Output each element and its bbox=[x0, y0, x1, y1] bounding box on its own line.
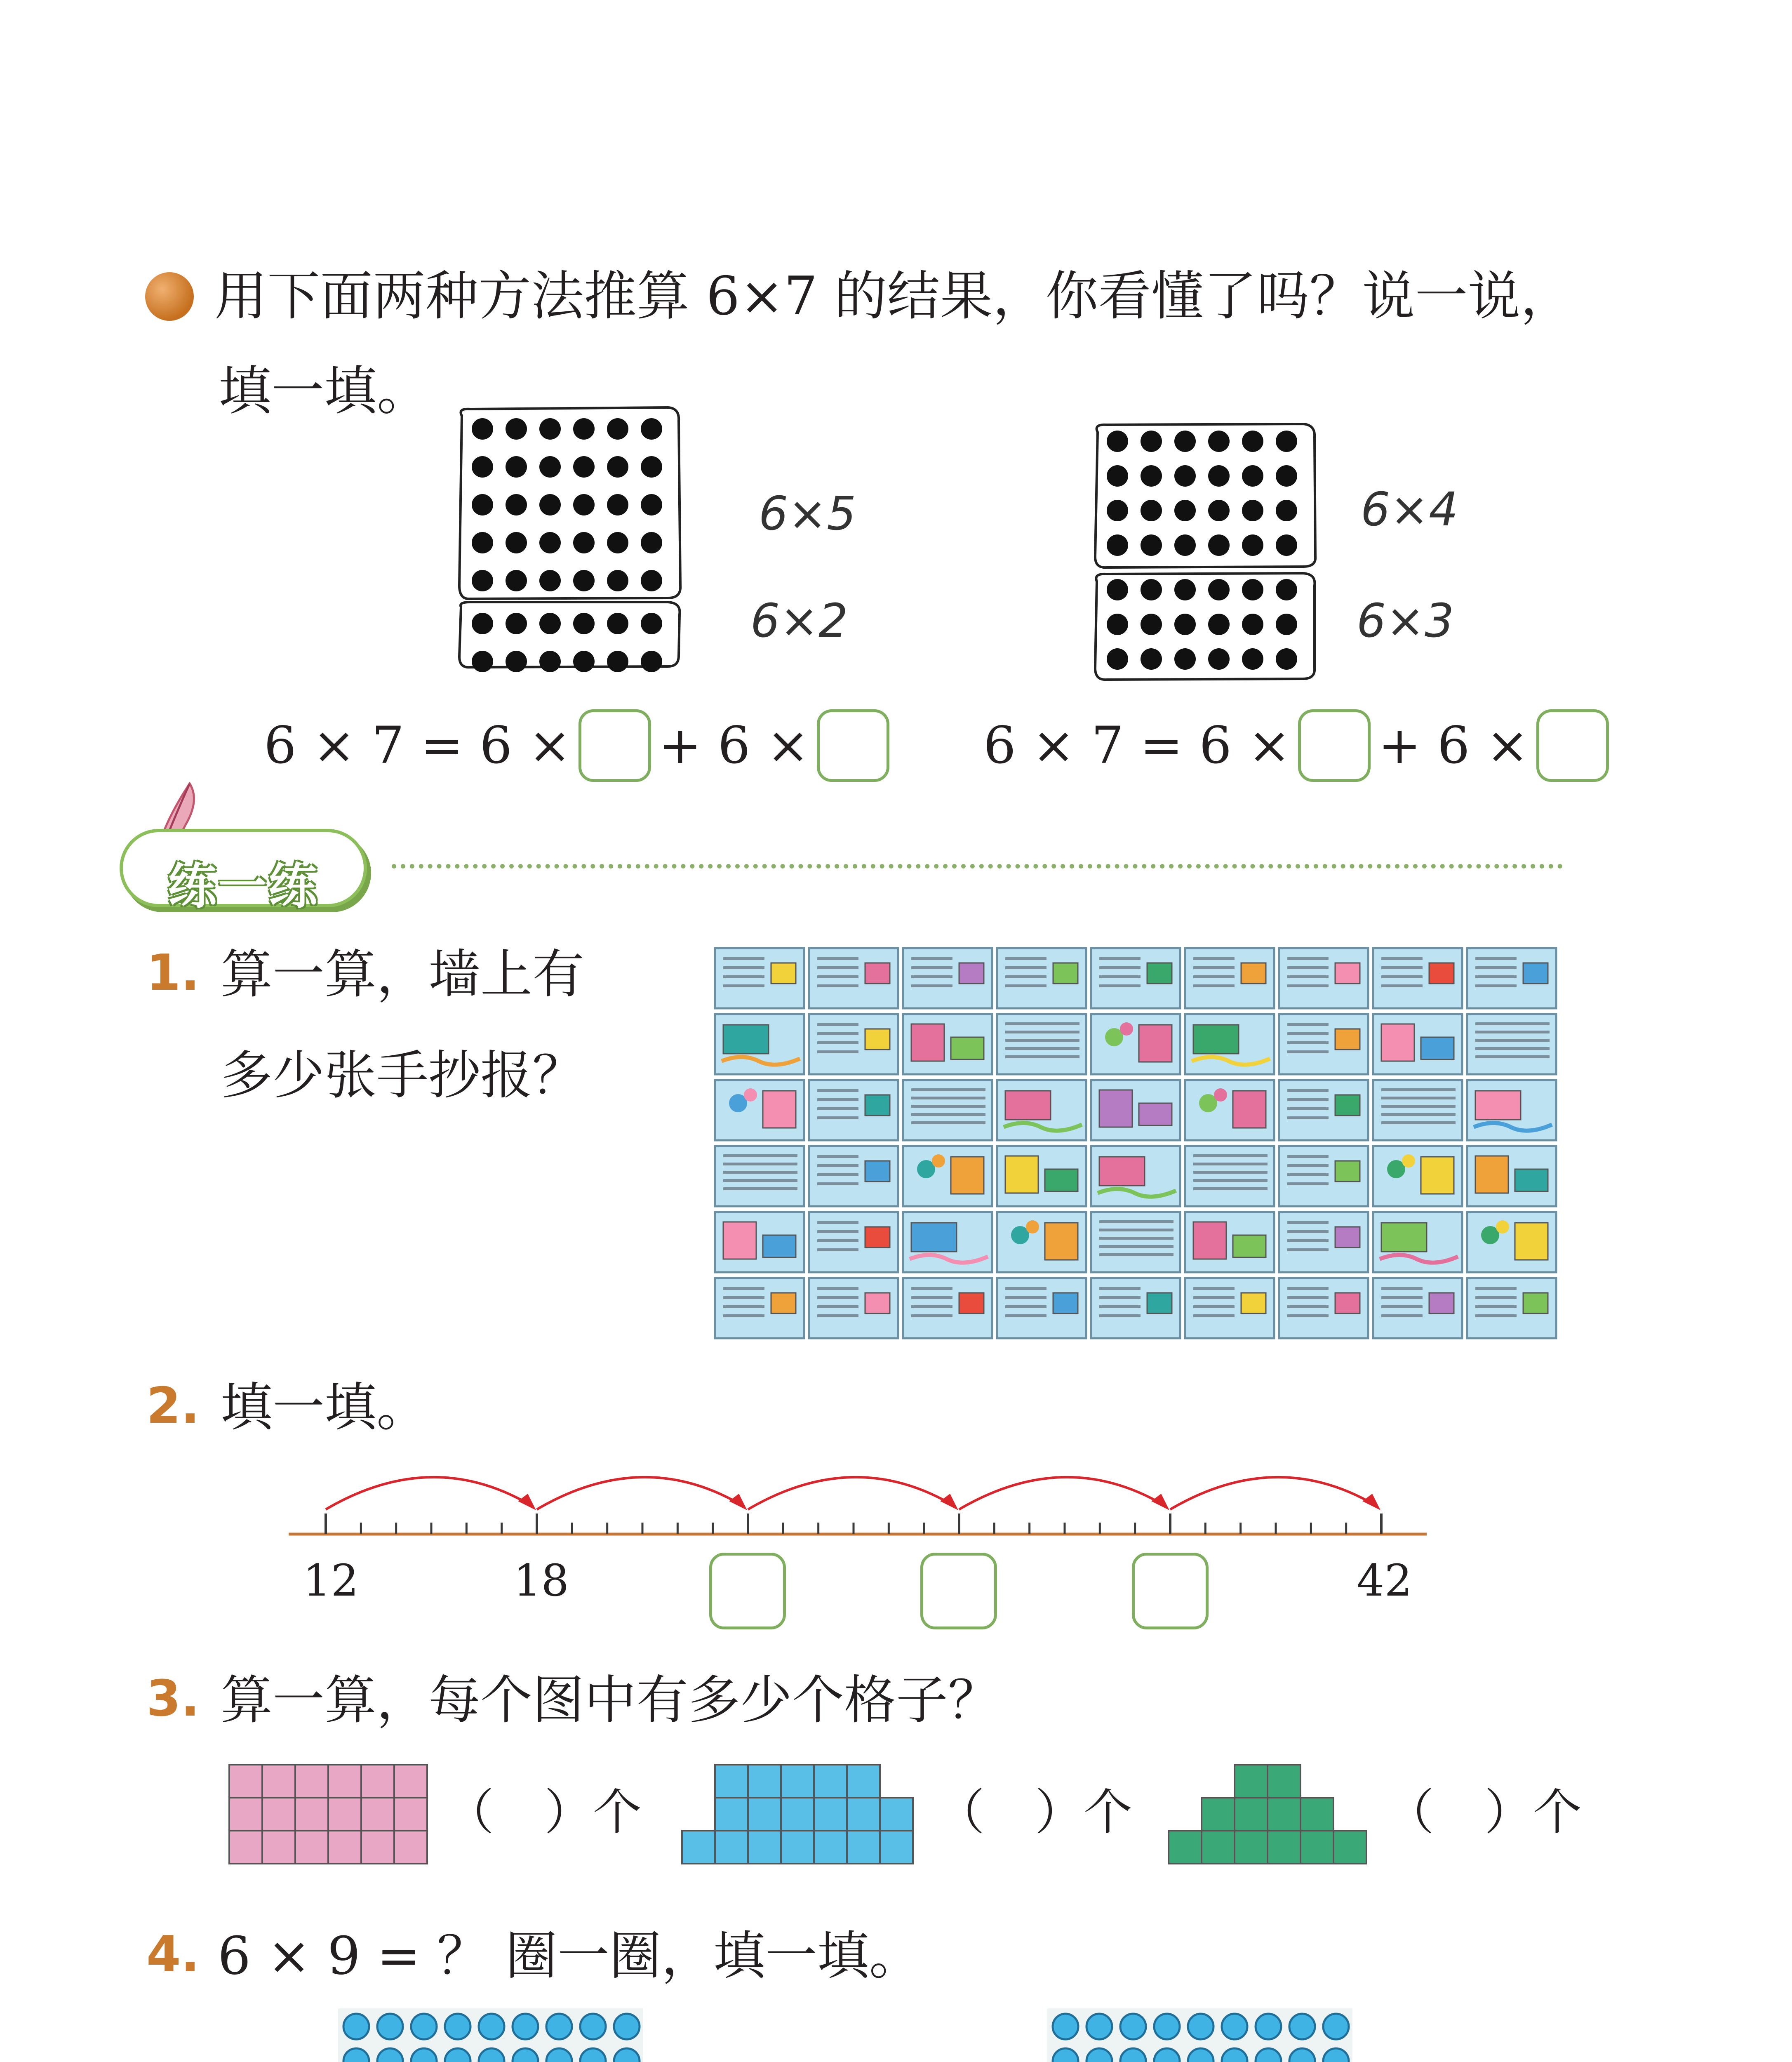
dot bbox=[506, 613, 527, 634]
poster bbox=[1185, 1014, 1274, 1074]
dot bbox=[1242, 648, 1263, 670]
q3-answer-close: ）个 bbox=[544, 1784, 642, 1841]
grid-cell bbox=[847, 1765, 880, 1798]
dot bbox=[506, 456, 527, 478]
q1-line1: 算一算，墙上有 bbox=[221, 944, 584, 1005]
blue-dot-array-b[interactable] bbox=[1047, 2008, 1361, 2062]
poster bbox=[1091, 948, 1180, 1008]
dot bbox=[1222, 2014, 1247, 2039]
dot bbox=[607, 456, 628, 478]
dot bbox=[1242, 614, 1263, 635]
poster bbox=[809, 1212, 898, 1272]
grid-cell bbox=[781, 1831, 814, 1864]
equation-6x7-b bbox=[983, 709, 1609, 782]
poster bbox=[809, 1014, 898, 1074]
dot bbox=[1276, 500, 1297, 521]
dot bbox=[580, 2014, 606, 2039]
grid-cell bbox=[262, 1765, 295, 1798]
poster bbox=[809, 1146, 898, 1206]
poster bbox=[809, 1278, 898, 1338]
blue-dot-array-a[interactable] bbox=[338, 2008, 651, 2062]
answer-box[interactable] bbox=[1536, 709, 1609, 782]
grid-cell bbox=[748, 1765, 781, 1798]
q3-answer-close: ）个 bbox=[1035, 1784, 1133, 1841]
dot bbox=[506, 570, 527, 591]
jump-arc bbox=[748, 1477, 952, 1509]
poster bbox=[1185, 1146, 1274, 1206]
dot bbox=[1174, 579, 1196, 600]
dot bbox=[1276, 431, 1297, 452]
poster bbox=[715, 1080, 804, 1140]
jump-arrowhead bbox=[940, 1494, 958, 1510]
dot bbox=[513, 2014, 538, 2039]
q4-number: 4. bbox=[146, 1926, 200, 1983]
grid-figure-blue bbox=[680, 1763, 915, 1866]
intro-instruction-line2: 填一填。 bbox=[219, 360, 430, 422]
dot bbox=[607, 532, 628, 553]
dot bbox=[1289, 2014, 1315, 2039]
grid-cell bbox=[262, 1798, 295, 1831]
number-line bbox=[285, 1460, 1431, 1542]
dot bbox=[1188, 2014, 1213, 2039]
dot bbox=[506, 494, 527, 516]
dot bbox=[1174, 500, 1196, 521]
dot bbox=[1107, 534, 1128, 556]
grid-cell bbox=[715, 1798, 748, 1831]
grid-cell bbox=[394, 1765, 427, 1798]
grid-cell bbox=[682, 1831, 715, 1864]
dot bbox=[573, 613, 595, 634]
grid-cell bbox=[880, 1831, 913, 1864]
dot bbox=[607, 494, 628, 516]
number-line-label-42: 42 bbox=[1357, 1555, 1412, 1606]
dot bbox=[607, 418, 628, 440]
poster bbox=[1279, 1080, 1368, 1140]
equation-left: 6 × 7 = 6 × bbox=[264, 716, 571, 775]
poster bbox=[1373, 1080, 1462, 1140]
grid-cell bbox=[295, 1765, 328, 1798]
poster bbox=[1091, 1278, 1180, 1338]
dot bbox=[506, 651, 527, 672]
dot bbox=[506, 532, 527, 553]
dot bbox=[1242, 534, 1263, 556]
grid-figure-pink bbox=[228, 1763, 430, 1866]
grid-cell bbox=[1235, 1831, 1268, 1864]
jump-arrowhead bbox=[729, 1494, 747, 1510]
dot bbox=[607, 570, 628, 591]
poster bbox=[903, 1080, 992, 1140]
poster bbox=[997, 1278, 1086, 1338]
q3-answer-close: ）个 bbox=[1484, 1784, 1582, 1841]
grid-cell bbox=[781, 1798, 814, 1831]
dot bbox=[1276, 648, 1297, 670]
dot bbox=[1141, 431, 1162, 452]
poster bbox=[903, 1014, 992, 1074]
dot bbox=[1141, 534, 1162, 556]
dot bbox=[472, 494, 493, 516]
poster-wall bbox=[713, 946, 1563, 1342]
grid-cell bbox=[1268, 1798, 1300, 1831]
dot bbox=[472, 651, 493, 672]
dot bbox=[1242, 500, 1263, 521]
poster bbox=[1185, 1212, 1274, 1272]
q3-answer-open: （ bbox=[936, 1784, 985, 1841]
dot bbox=[1174, 614, 1196, 635]
answer-box[interactable] bbox=[817, 709, 889, 782]
grid-cell bbox=[1202, 1831, 1235, 1864]
q3-answer-open: （ bbox=[1385, 1784, 1435, 1841]
answer-box[interactable] bbox=[579, 709, 651, 782]
label-6x2: 6×2 bbox=[750, 594, 848, 648]
poster bbox=[1373, 1278, 1462, 1338]
dot bbox=[573, 418, 595, 440]
dot bbox=[1276, 534, 1297, 556]
grid-cell bbox=[748, 1798, 781, 1831]
grid-cell bbox=[328, 1798, 361, 1831]
grid-cell bbox=[814, 1831, 847, 1864]
poster bbox=[715, 948, 804, 1008]
grid-cell bbox=[295, 1798, 328, 1831]
dot bbox=[641, 456, 662, 478]
dot bbox=[1208, 614, 1230, 635]
grid-cell bbox=[814, 1798, 847, 1831]
poster bbox=[903, 948, 992, 1008]
dot bbox=[1276, 614, 1297, 635]
dot bbox=[1208, 431, 1230, 452]
jump-arrowhead bbox=[1362, 1494, 1380, 1510]
dot bbox=[472, 456, 493, 478]
dot bbox=[641, 418, 662, 440]
equation-plus: + 6 × bbox=[1378, 716, 1529, 775]
dot bbox=[607, 651, 628, 672]
dot bbox=[1107, 579, 1128, 600]
grid-cell bbox=[1235, 1765, 1268, 1798]
dot bbox=[472, 532, 493, 553]
poster bbox=[997, 948, 1086, 1008]
poster bbox=[997, 1146, 1086, 1206]
poster bbox=[715, 1014, 804, 1074]
dot bbox=[573, 532, 595, 553]
q4-text: 6 × 9 = ？ 圈一圈，填一填。 bbox=[218, 1925, 921, 1986]
poster bbox=[1467, 1080, 1556, 1140]
poster bbox=[1185, 948, 1274, 1008]
poster bbox=[1467, 948, 1556, 1008]
poster bbox=[809, 1080, 898, 1140]
dot bbox=[472, 613, 493, 634]
section-divider bbox=[392, 864, 1563, 869]
q2-number: 2. bbox=[146, 1377, 200, 1435]
number-line-answer-box-1[interactable] bbox=[709, 1553, 786, 1629]
poster bbox=[1467, 1014, 1556, 1074]
grid-cell bbox=[847, 1831, 880, 1864]
grid-cell bbox=[1300, 1798, 1333, 1831]
dot bbox=[1242, 465, 1263, 487]
dot bbox=[1141, 500, 1162, 521]
grid-cell bbox=[1333, 1831, 1366, 1864]
grid-cell bbox=[814, 1765, 847, 1798]
dot bbox=[1208, 579, 1230, 600]
dot bbox=[539, 494, 561, 516]
poster bbox=[1373, 1146, 1462, 1206]
dot bbox=[1256, 2014, 1281, 2039]
poster bbox=[809, 948, 898, 1008]
dot bbox=[539, 418, 561, 440]
dot bbox=[472, 418, 493, 440]
q1-line2: 多少张手抄报？ bbox=[221, 1045, 584, 1106]
grid-cell bbox=[262, 1831, 295, 1864]
grid-cell bbox=[229, 1831, 262, 1864]
dot bbox=[1141, 614, 1162, 635]
q3-answer-blank-3[interactable] bbox=[1435, 1782, 1480, 1843]
label-6x4: 6×4 bbox=[1361, 483, 1458, 537]
dot bbox=[641, 532, 662, 553]
poster bbox=[903, 1278, 992, 1338]
dot bbox=[1174, 534, 1196, 556]
dot bbox=[1141, 648, 1162, 670]
dot bbox=[1141, 465, 1162, 487]
poster bbox=[997, 1014, 1086, 1074]
jump-arc bbox=[959, 1477, 1163, 1509]
poster bbox=[903, 1146, 992, 1206]
poster bbox=[997, 1080, 1086, 1140]
section-title: 练一练 bbox=[167, 858, 319, 915]
poster bbox=[1467, 1146, 1556, 1206]
number-line-label-18: 18 bbox=[513, 1555, 569, 1606]
dot bbox=[377, 2014, 403, 2039]
grid-cell bbox=[361, 1831, 394, 1864]
grid-cell bbox=[361, 1765, 394, 1798]
grid-cell bbox=[394, 1798, 427, 1831]
dot bbox=[1107, 648, 1128, 670]
q3-answer-open: （ bbox=[445, 1784, 494, 1841]
poster bbox=[1279, 948, 1368, 1008]
label-6x5: 6×5 bbox=[759, 487, 856, 541]
q2-text: 填一填。 bbox=[221, 1377, 428, 1438]
bullet-icon bbox=[145, 272, 194, 321]
dot bbox=[1107, 614, 1128, 635]
dot bbox=[479, 2014, 504, 2039]
dot bbox=[343, 2014, 369, 2039]
dot bbox=[546, 2014, 572, 2039]
dot bbox=[411, 2014, 437, 2039]
dot bbox=[539, 456, 561, 478]
grid-cell bbox=[880, 1798, 913, 1831]
poster bbox=[903, 1212, 992, 1272]
dot bbox=[506, 418, 527, 440]
q3-answer-blank-1[interactable] bbox=[495, 1782, 540, 1843]
grid-cell bbox=[361, 1798, 394, 1831]
dot bbox=[641, 494, 662, 516]
dot bbox=[1107, 500, 1128, 521]
dot-array-b bbox=[1089, 421, 1319, 685]
dot bbox=[1107, 431, 1128, 452]
dot bbox=[539, 570, 561, 591]
grid-cell bbox=[1268, 1765, 1300, 1798]
q3-number: 3. bbox=[146, 1670, 200, 1728]
dot bbox=[1208, 500, 1230, 521]
grid-cell bbox=[394, 1831, 427, 1864]
dot bbox=[1107, 465, 1128, 487]
answer-box[interactable] bbox=[1298, 709, 1371, 782]
dot bbox=[1242, 431, 1263, 452]
dot bbox=[641, 570, 662, 591]
dot bbox=[1174, 465, 1196, 487]
dot bbox=[1141, 579, 1162, 600]
dot bbox=[1086, 2014, 1112, 2039]
poster bbox=[1185, 1080, 1274, 1140]
jump-arc bbox=[537, 1477, 741, 1509]
grid-cell bbox=[295, 1831, 328, 1864]
dot-array-a bbox=[454, 404, 684, 672]
grid-cell bbox=[1169, 1831, 1202, 1864]
poster bbox=[1279, 1278, 1368, 1338]
dot bbox=[607, 613, 628, 634]
poster bbox=[1279, 1212, 1368, 1272]
poster bbox=[1091, 1080, 1180, 1140]
jump-arc bbox=[1170, 1477, 1374, 1509]
dot bbox=[445, 2014, 470, 2039]
grid-cell bbox=[328, 1831, 361, 1864]
dot bbox=[1154, 2014, 1180, 2039]
equation-left: 6 × 7 = 6 × bbox=[983, 716, 1291, 775]
dot bbox=[1120, 2014, 1146, 2039]
poster bbox=[1091, 1146, 1180, 1206]
grid-cell bbox=[1235, 1798, 1268, 1831]
number-line-label-12: 12 bbox=[303, 1555, 359, 1606]
dot bbox=[614, 2014, 640, 2039]
dot bbox=[539, 651, 561, 672]
poster bbox=[715, 1212, 804, 1272]
grid-cell bbox=[328, 1765, 361, 1798]
grid-cell bbox=[229, 1798, 262, 1831]
dot bbox=[1276, 465, 1297, 487]
grid-cell bbox=[1300, 1831, 1333, 1864]
label-6x3: 6×3 bbox=[1357, 594, 1454, 648]
dot bbox=[1174, 431, 1196, 452]
poster bbox=[1091, 1014, 1180, 1074]
grid-cell bbox=[715, 1831, 748, 1864]
equation-plus: + 6 × bbox=[658, 716, 809, 775]
dot bbox=[1208, 534, 1230, 556]
dot bbox=[1323, 2014, 1349, 2039]
dot bbox=[472, 570, 493, 591]
dot bbox=[1174, 648, 1196, 670]
jump-arrowhead bbox=[1151, 1494, 1169, 1510]
poster bbox=[1279, 1014, 1368, 1074]
dot bbox=[1242, 579, 1263, 600]
poster bbox=[715, 1146, 804, 1206]
q1-number: 1. bbox=[146, 944, 200, 1002]
equation-6x7-a bbox=[264, 709, 889, 782]
dot bbox=[1208, 648, 1230, 670]
grid-cell bbox=[847, 1798, 880, 1831]
dot bbox=[573, 494, 595, 516]
dot bbox=[539, 613, 561, 634]
dot bbox=[573, 570, 595, 591]
q3-answer-blank-2[interactable] bbox=[985, 1782, 1031, 1843]
poster bbox=[1185, 1278, 1274, 1338]
grid-cell bbox=[781, 1765, 814, 1798]
grid-cell bbox=[748, 1831, 781, 1864]
dot bbox=[1276, 579, 1297, 600]
poster bbox=[1373, 948, 1462, 1008]
intro-instruction-line1: 用下面两种方法推算 6×7 的结果，你看懂了吗？说一说， bbox=[214, 266, 1573, 327]
number-line-answer-box-3[interactable] bbox=[1132, 1553, 1209, 1629]
poster bbox=[1279, 1146, 1368, 1206]
poster bbox=[1091, 1212, 1180, 1272]
grid-cell bbox=[1202, 1798, 1235, 1831]
q3-text: 算一算，每个图中有多少个格子？ bbox=[221, 1670, 1000, 1730]
jump-arrowhead bbox=[518, 1494, 536, 1510]
dot bbox=[539, 532, 561, 553]
grid-figure-green bbox=[1167, 1763, 1369, 1866]
number-line-answer-box-2[interactable] bbox=[920, 1553, 997, 1629]
poster bbox=[1467, 1278, 1556, 1338]
dot bbox=[1208, 465, 1230, 487]
poster bbox=[997, 1212, 1086, 1272]
poster bbox=[1373, 1014, 1462, 1074]
section-badge bbox=[120, 829, 367, 915]
grid-cell bbox=[715, 1765, 748, 1798]
grid-cell bbox=[1268, 1831, 1300, 1864]
jump-arc bbox=[326, 1477, 529, 1509]
poster bbox=[1467, 1212, 1556, 1272]
dot bbox=[573, 651, 595, 672]
dot bbox=[641, 613, 662, 634]
poster bbox=[715, 1278, 804, 1338]
grid-cell bbox=[229, 1765, 262, 1798]
dot bbox=[641, 651, 662, 672]
dot bbox=[573, 456, 595, 478]
dot bbox=[1053, 2014, 1078, 2039]
poster bbox=[1373, 1212, 1462, 1272]
